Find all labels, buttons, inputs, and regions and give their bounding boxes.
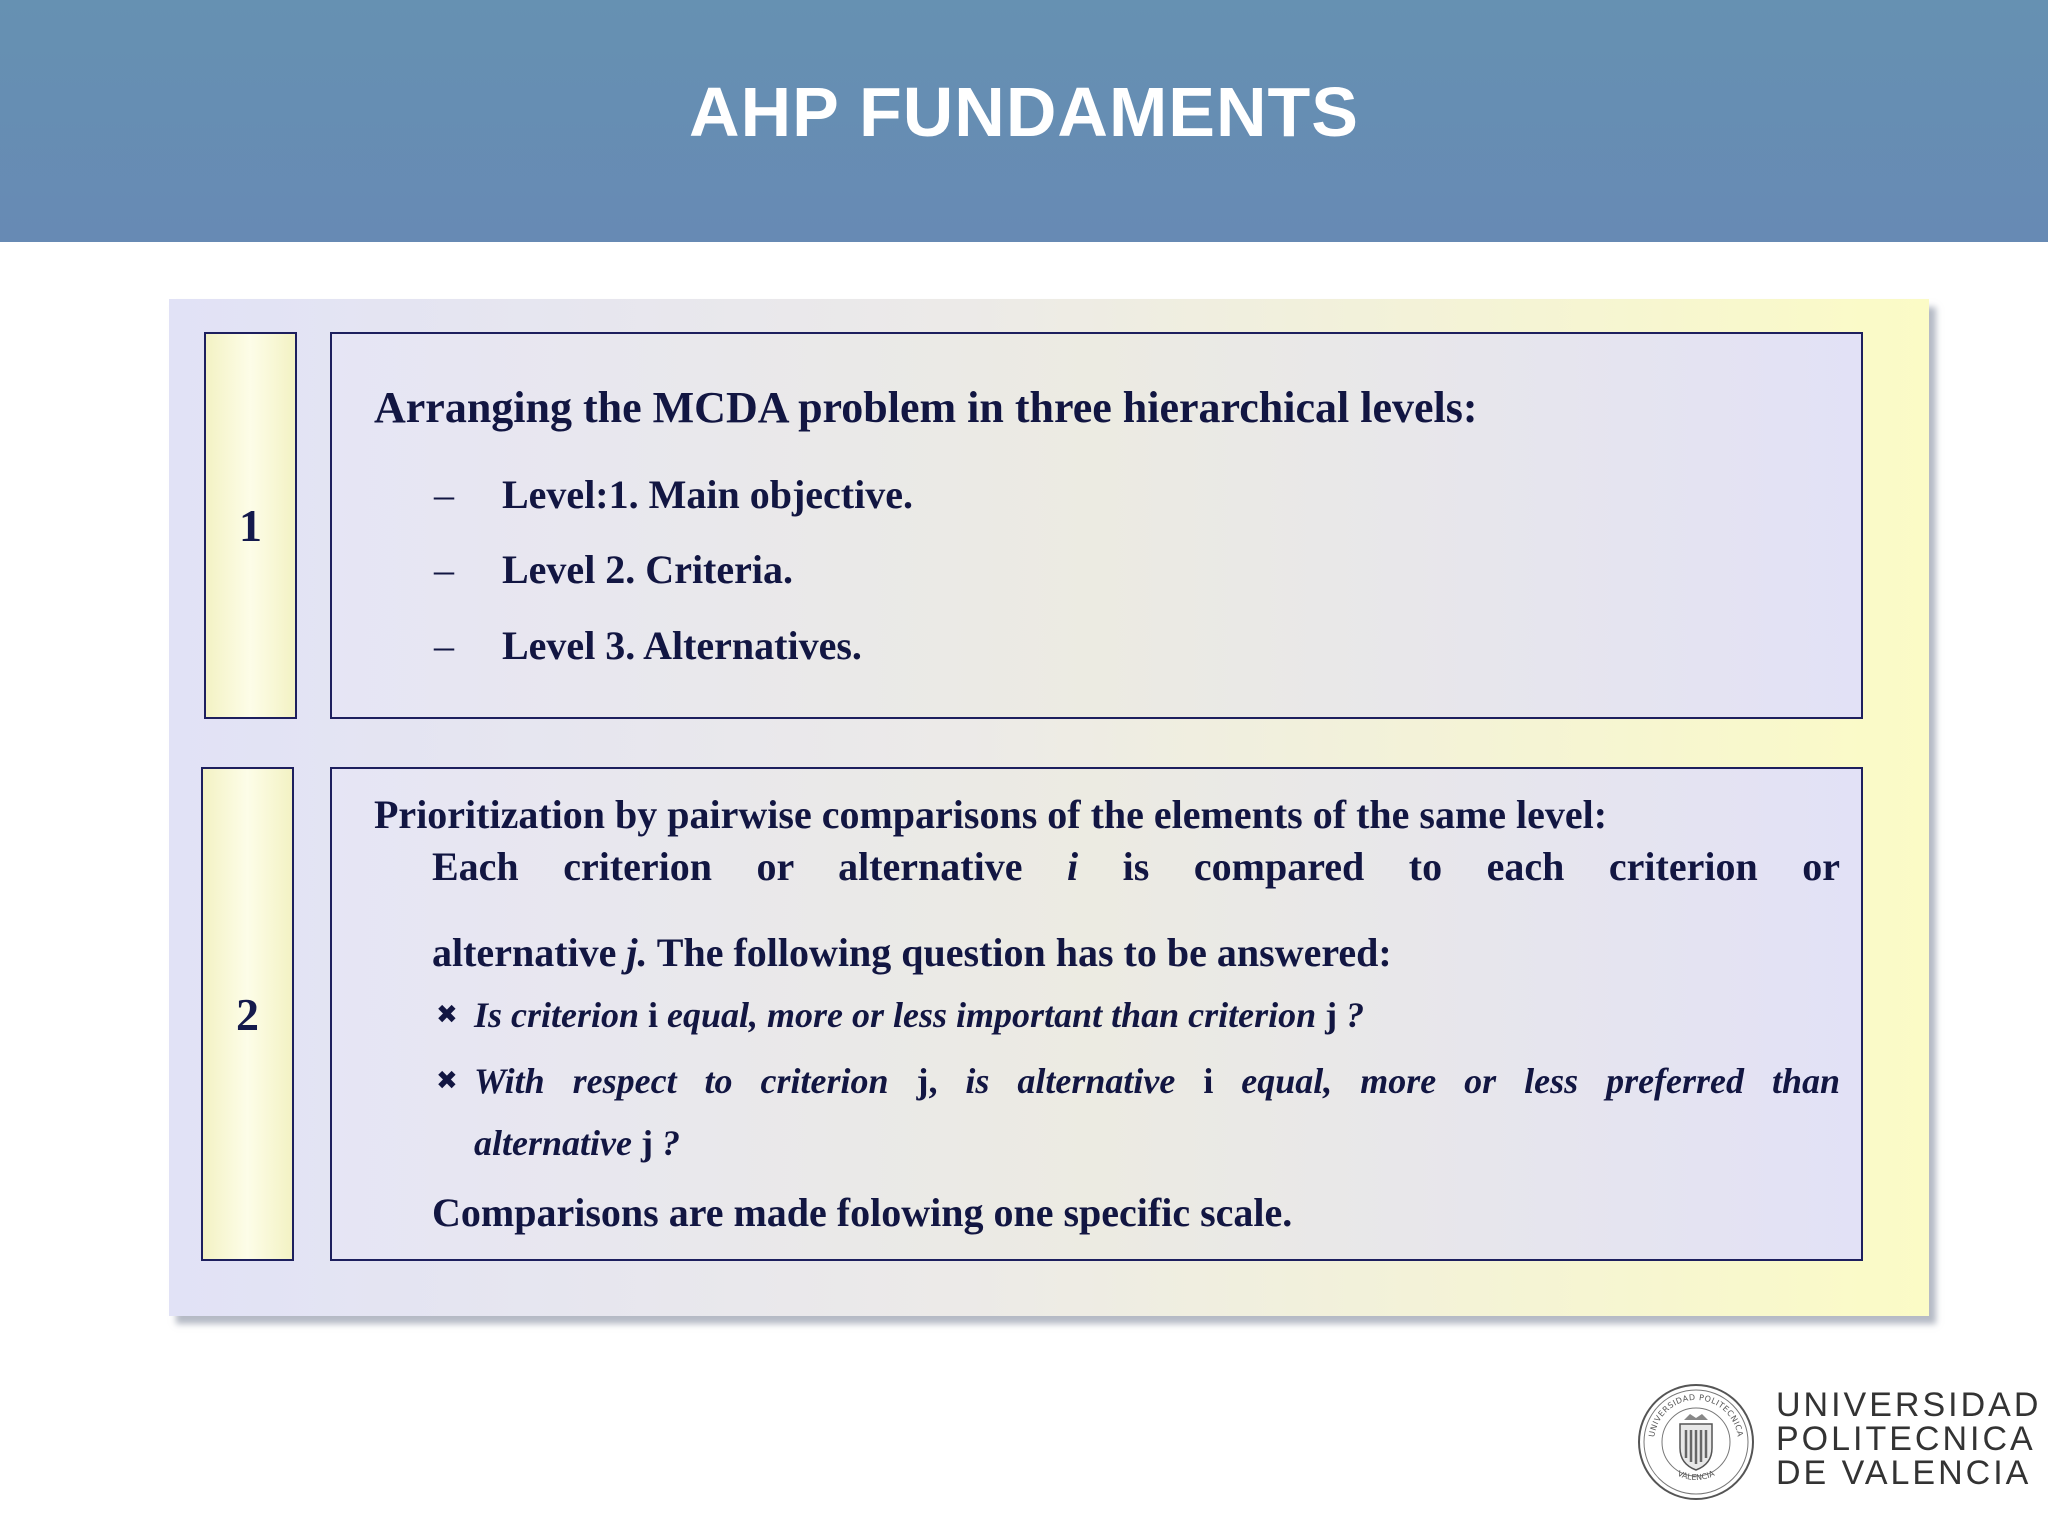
slide-title: AHP FUNDAMENTS (689, 73, 1359, 151)
step-2-closing: Comparisons are made folowing one specific scale. (432, 1190, 1293, 1235)
step-1-number: 1 (239, 500, 262, 551)
university-seal-icon (1636, 1382, 1756, 1502)
university-name-line-3: DE VALENCIA (1776, 1454, 2032, 1492)
step-2-paragraph-line-1: Each criterion or alternative i is compared to each criterion or (432, 844, 1840, 889)
step-1-heading: Arranging the MCDA problem in three hierarchical levels: (374, 383, 1478, 432)
university-name-line-2: POLITECNICA (1776, 1420, 2036, 1458)
step-2-heading: Prioritization by pairwise comparisons of the elements of the same level: (374, 792, 1608, 837)
step-2-number: 2 (236, 988, 259, 1040)
step-1-bullet-1: – Level:1. Main objective. (434, 472, 913, 517)
question-1: ✖ Is criterion i equal, more or less important than criterion j ? (474, 985, 1840, 1045)
step-1-number-box (204, 332, 297, 719)
dash-bullet-icon: – (434, 472, 454, 517)
university-name (1776, 1388, 2041, 1490)
step-1-bullet-2: – Level 2. Criteria. (434, 547, 793, 592)
cross-mark-icon: ✖ (436, 1066, 458, 1096)
title-banner (0, 0, 2048, 242)
question-2-line-1: ✖ With respect to criterion j, is alternative i equal, more or less preferred than (474, 1051, 1840, 1111)
dash-bullet-icon: – (434, 547, 454, 592)
university-name-line-1: UNIVERSIDAD (1776, 1386, 2042, 1424)
cross-mark-icon: ✖ (436, 1000, 458, 1030)
seal-bottom-text: VALENCIA (1676, 1468, 1716, 1483)
seal-top-text: UNIVERSIDAD POLITECNICA (1647, 1392, 1745, 1438)
step-2-number-box (201, 767, 294, 1261)
content-panel (169, 299, 1929, 1316)
step-2-box (330, 767, 1863, 1261)
dash-bullet-icon: – (434, 623, 454, 668)
step-2-paragraph-line-2: alternative j. The following question has to be answered: (432, 930, 1392, 975)
step-1-bullet-3: – Level 3. Alternatives. (434, 623, 862, 668)
question-2-line-2: alternative j ? (474, 1123, 680, 1163)
step-1-box (330, 332, 1863, 719)
